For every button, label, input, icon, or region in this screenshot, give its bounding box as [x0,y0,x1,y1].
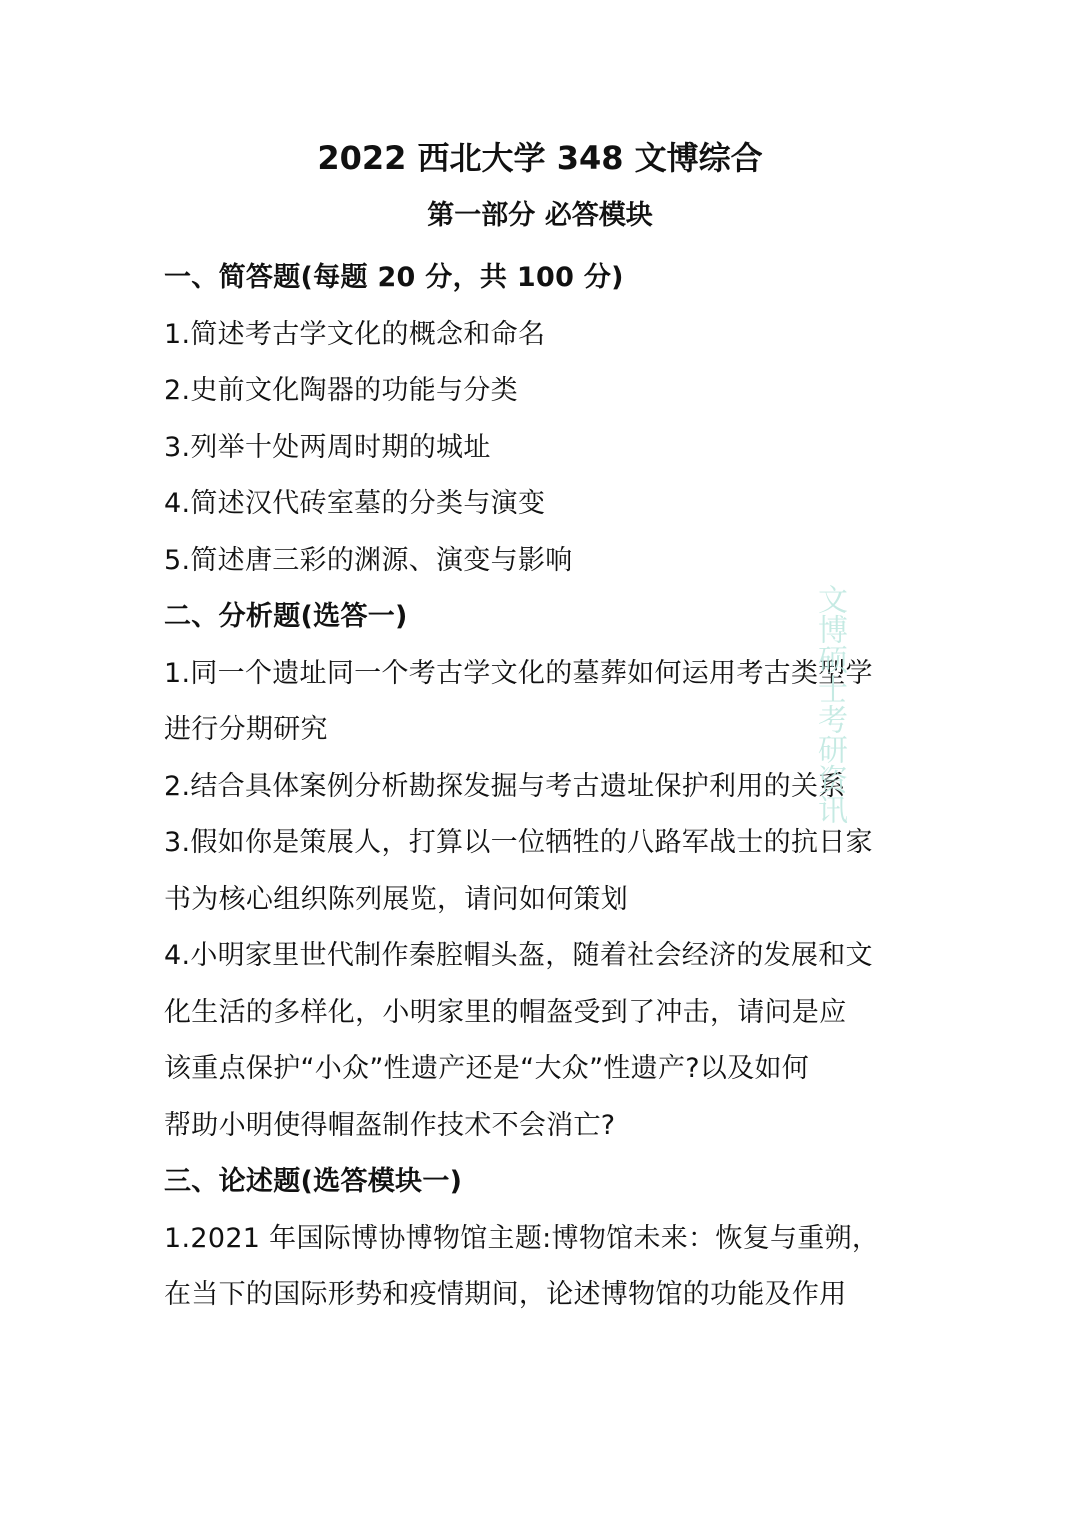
section-heading-short-answer: 一、简答题(每题 20 分，共 100 分) [164,262,624,293]
question-line: 3.假如你是策展人，打算以一位牺牲的八路军战士的抗日家 [164,827,873,858]
question-line: 2.结合具体案例分析勘探发掘与考古遗址保护利用的关系 [164,770,846,802]
question-line: 1.同一个遗址同一个考古学文化的墓葬如何运用考古类型学 [164,657,873,689]
question-line: 进行分期研究 [164,714,328,745]
page-subtitle: 第一部分 必答模块 [427,200,653,231]
question-line: 1.2021 年国际博协博物馆主题:博物馆未来：恢复与重朔， [164,1222,880,1254]
question-line: 书为核心组织陈列展览，请问如何策划 [164,883,629,915]
section-heading-analysis: 二、分析题(选答一) [164,601,408,632]
question-line: 4.简述汉代砖室墓的分类与演变 [164,488,546,519]
question-line: 帮助小明使得帽盔制作技术不会消亡? [164,1109,616,1141]
watermark-text: 文博硕士考研资讯 [812,584,847,824]
section-heading-essay: 三、论述题(选答模块一) [164,1166,463,1197]
question-line: 4.小明家里世代制作秦腔帽头盔，随着社会经济的发展和文 [164,940,873,971]
question-line: 3.列举十处两周时期的城址 [164,431,491,463]
question-line: 2.史前文化陶器的功能与分类 [164,375,518,406]
question-line: 5.简述唐三彩的渊源、演变与影响 [164,544,573,576]
page-title: 2022 西北大学 348 文博综合 [317,139,763,177]
question-line: 在当下的国际形势和疫情期间，论述博物馆的功能及作用 [164,1279,847,1310]
question-line: 该重点保护“小众”性遗产还是“大众”性遗产?以及如何 [164,1053,810,1084]
question-line: 1.简述考古学文化的概念和命名 [164,318,546,350]
question-line: 化生活的多样化，小明家里的帽盔受到了冲击，请问是应 [164,996,847,1028]
